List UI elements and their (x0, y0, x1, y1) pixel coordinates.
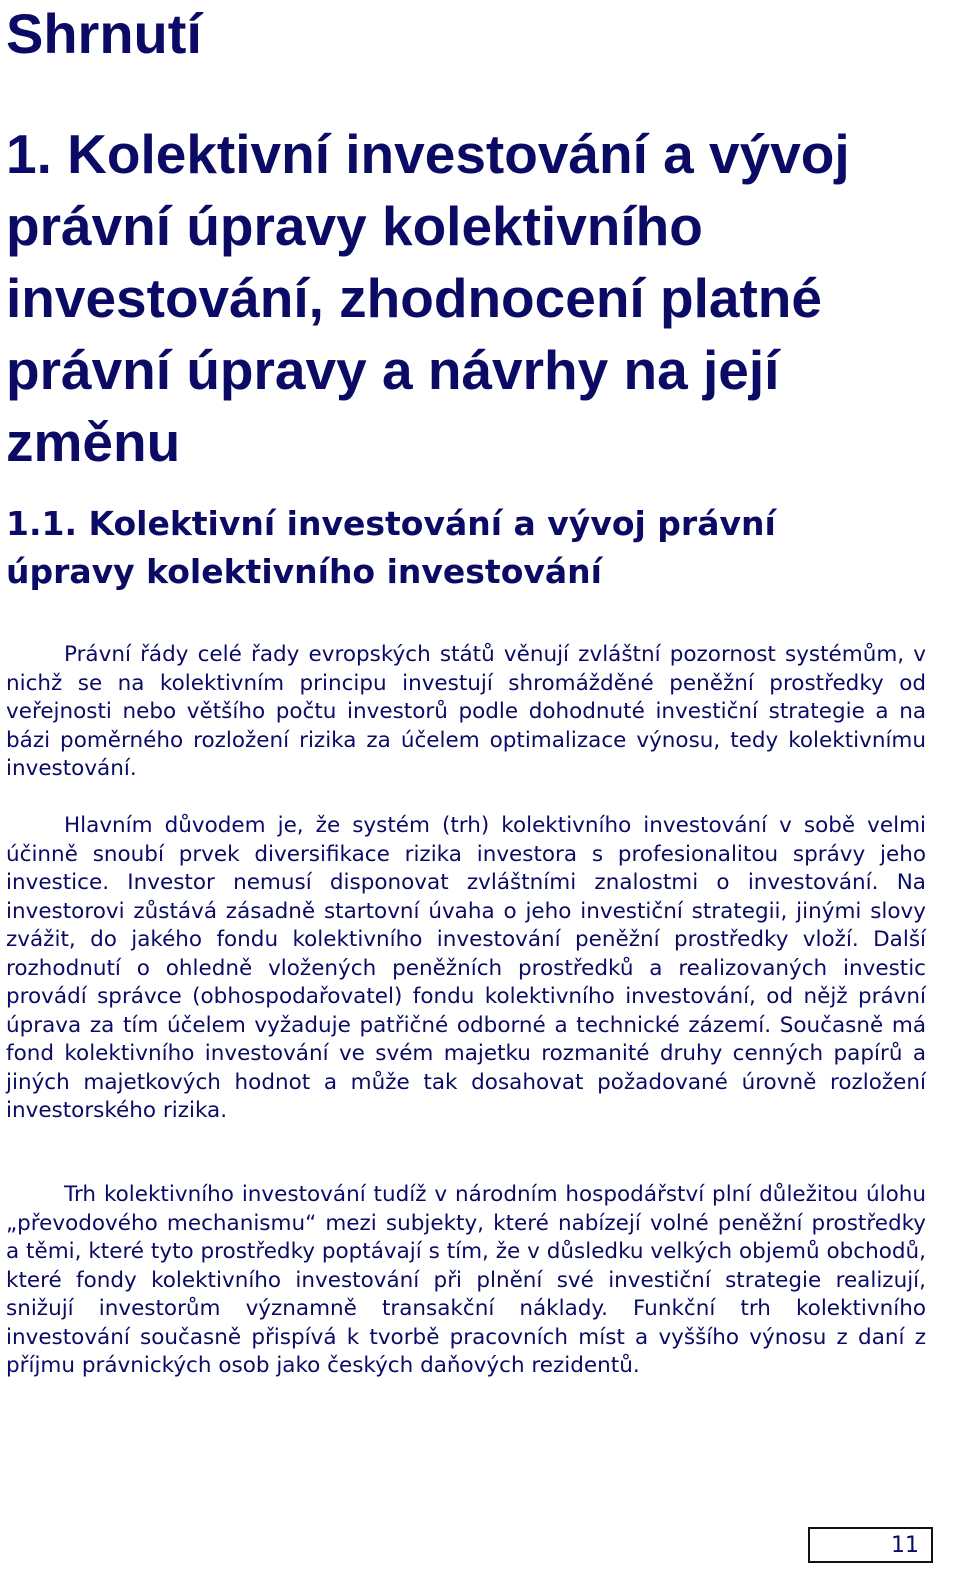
chapter-heading: 1. Kolektivní investování a vývoj právní úpravy kolektivního investování, zhodnocení platné právní úpravy a návrhy na její změnu (6, 123, 850, 473)
paragraph: Právní řády celé řady evropských států věnují zvláštní pozornost systémům, v nichž se na kolektivním principu investují shromážděné peněžní prostředky od veřejnosti nebo většího počtu investorů podle dohodnuté investiční strategie a na bázi poměrného rozložení rizika za účelem optimalizace výnosu, tedy kolektivnímu investování. (6, 642, 926, 781)
page-number-box (808, 1527, 933, 1563)
paragraph: Trh kolektivního investování tudíž v národním hospodářství plní důležitou úlohu „převodového mechanismu“ mezi subjekty, které nabízejí volné peněžní prostředky a těmi, které tyto prostředky poptávají s tím, že v důsledku velkých objemů obchodů, které fondy kolektivního investování při plnění své investiční strategie realizují, snižují investorům významně transakční náklady. Funkční trh kolektivního investování současně přispívá k tvorbě pracovních míst a vyššího výnosu z daní z příjmu právnických osob jako českých daňových rezidentů. (6, 1182, 926, 1378)
page-number: 11 (891, 1533, 919, 1558)
paragraph: Hlavním důvodem je, že systém (trh) kolektivního investování v sobě velmi účinně snoubí prvek diversifikace rizika investora s profesionalitou správy jeho investice. Investor nemusí disponovat zvláštními znalostmi o investování. Na investorovi zůstává zásadně startovní úvaha o jeho investiční strategii, jinými slovy zvážit, do jakého fondu kolektivního investování peněžní prostředky vloží. Další rozhodnutí o ohledně vložených peněžních prostředků a realizovaných investic provádí správce (obhospodařovatel) fondu kolektivního investování, od nějž právní úprava za tím účelem vyžaduje patřičné odborné a technické zázemí. Současně má fond kolektivního investování ve svém majetku rozmanité druhy cenných papírů a jiných majetkových hodnot a může tak dosahovat požadované úrovně rozložení investorského rizika. (6, 813, 926, 1123)
section-heading: 1.1. Kolektivní investování a vývoj právní úpravy kolektivního investování (6, 504, 776, 591)
document-title: Shrnutí (6, 2, 202, 65)
